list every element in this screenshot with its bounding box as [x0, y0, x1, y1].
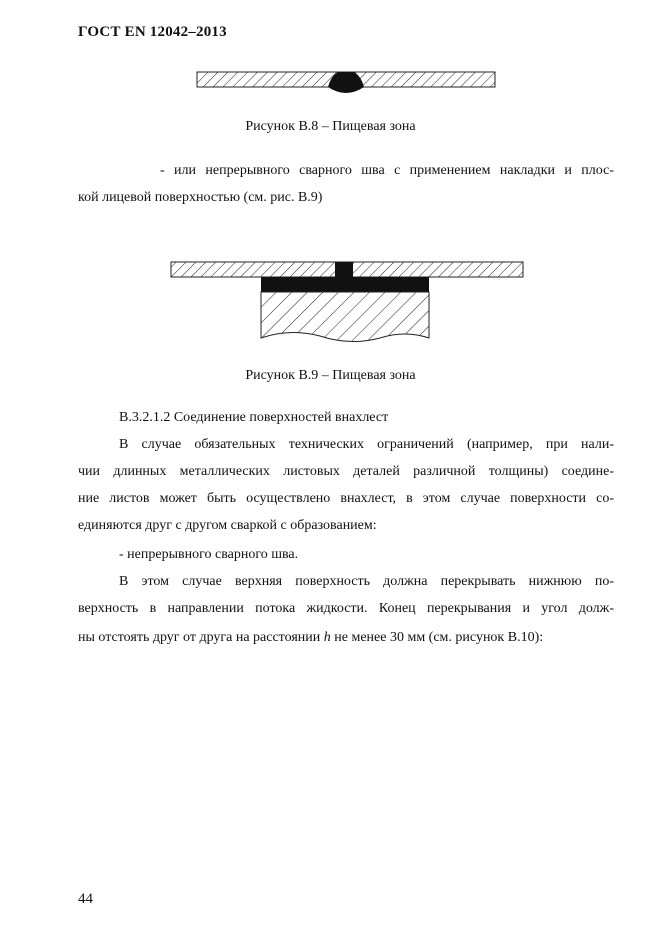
figure-b9-caption: Рисунок В.9 – Пищевая зона [245, 368, 416, 383]
intro-line-1: - или непрерывного сварного шва с применением накладки и плос- [160, 163, 614, 178]
page-number: 44 [78, 891, 93, 907]
base-block [261, 292, 429, 342]
figure-b8-caption: Рисунок В.8 – Пищевая зона [245, 119, 416, 134]
intro-line-2: кой лицевой поверхностью (см. рис. В.9) [78, 190, 323, 205]
para2-line-2: верхность в направлении потока жидкости. Конец перекрывания и угол долж- [78, 601, 614, 616]
para1-line-1: В случае обязательных технических ограничений (например, при нали- [119, 437, 614, 452]
weld-block [335, 262, 353, 278]
para2-line-3-b: не менее 30 мм (см. рисунок В.10): [330, 630, 544, 645]
para2-line-3 [78, 624, 614, 651]
bullet-item: - непрерывного сварного шва. [119, 547, 299, 562]
para1-line-2: чии длинных металлических листовых деталей различной толщины) соедине- [78, 464, 614, 479]
overlay-strip [261, 277, 429, 292]
variable-h: h [323, 630, 331, 645]
para1-line-4: единяются друг с другом сваркой с образованием: [78, 518, 377, 533]
figure-b8-drawing [196, 64, 496, 98]
document-header: ГОСТ EN 12042–2013 [78, 24, 227, 40]
para2-line-3-a: ны отстоять друг от друга на расстоянии [78, 630, 324, 645]
figure-b9-drawing [170, 258, 524, 344]
para2-line-1: В этом случае верхняя поверхность должна перекрывать нижнюю по- [119, 574, 614, 589]
section-heading: В.3.2.1.2 Соединение поверхностей внахлест [119, 410, 389, 425]
para1-line-3: ние листов может быть осуществлено внахлест, в этом случае поверхности со- [78, 491, 614, 506]
